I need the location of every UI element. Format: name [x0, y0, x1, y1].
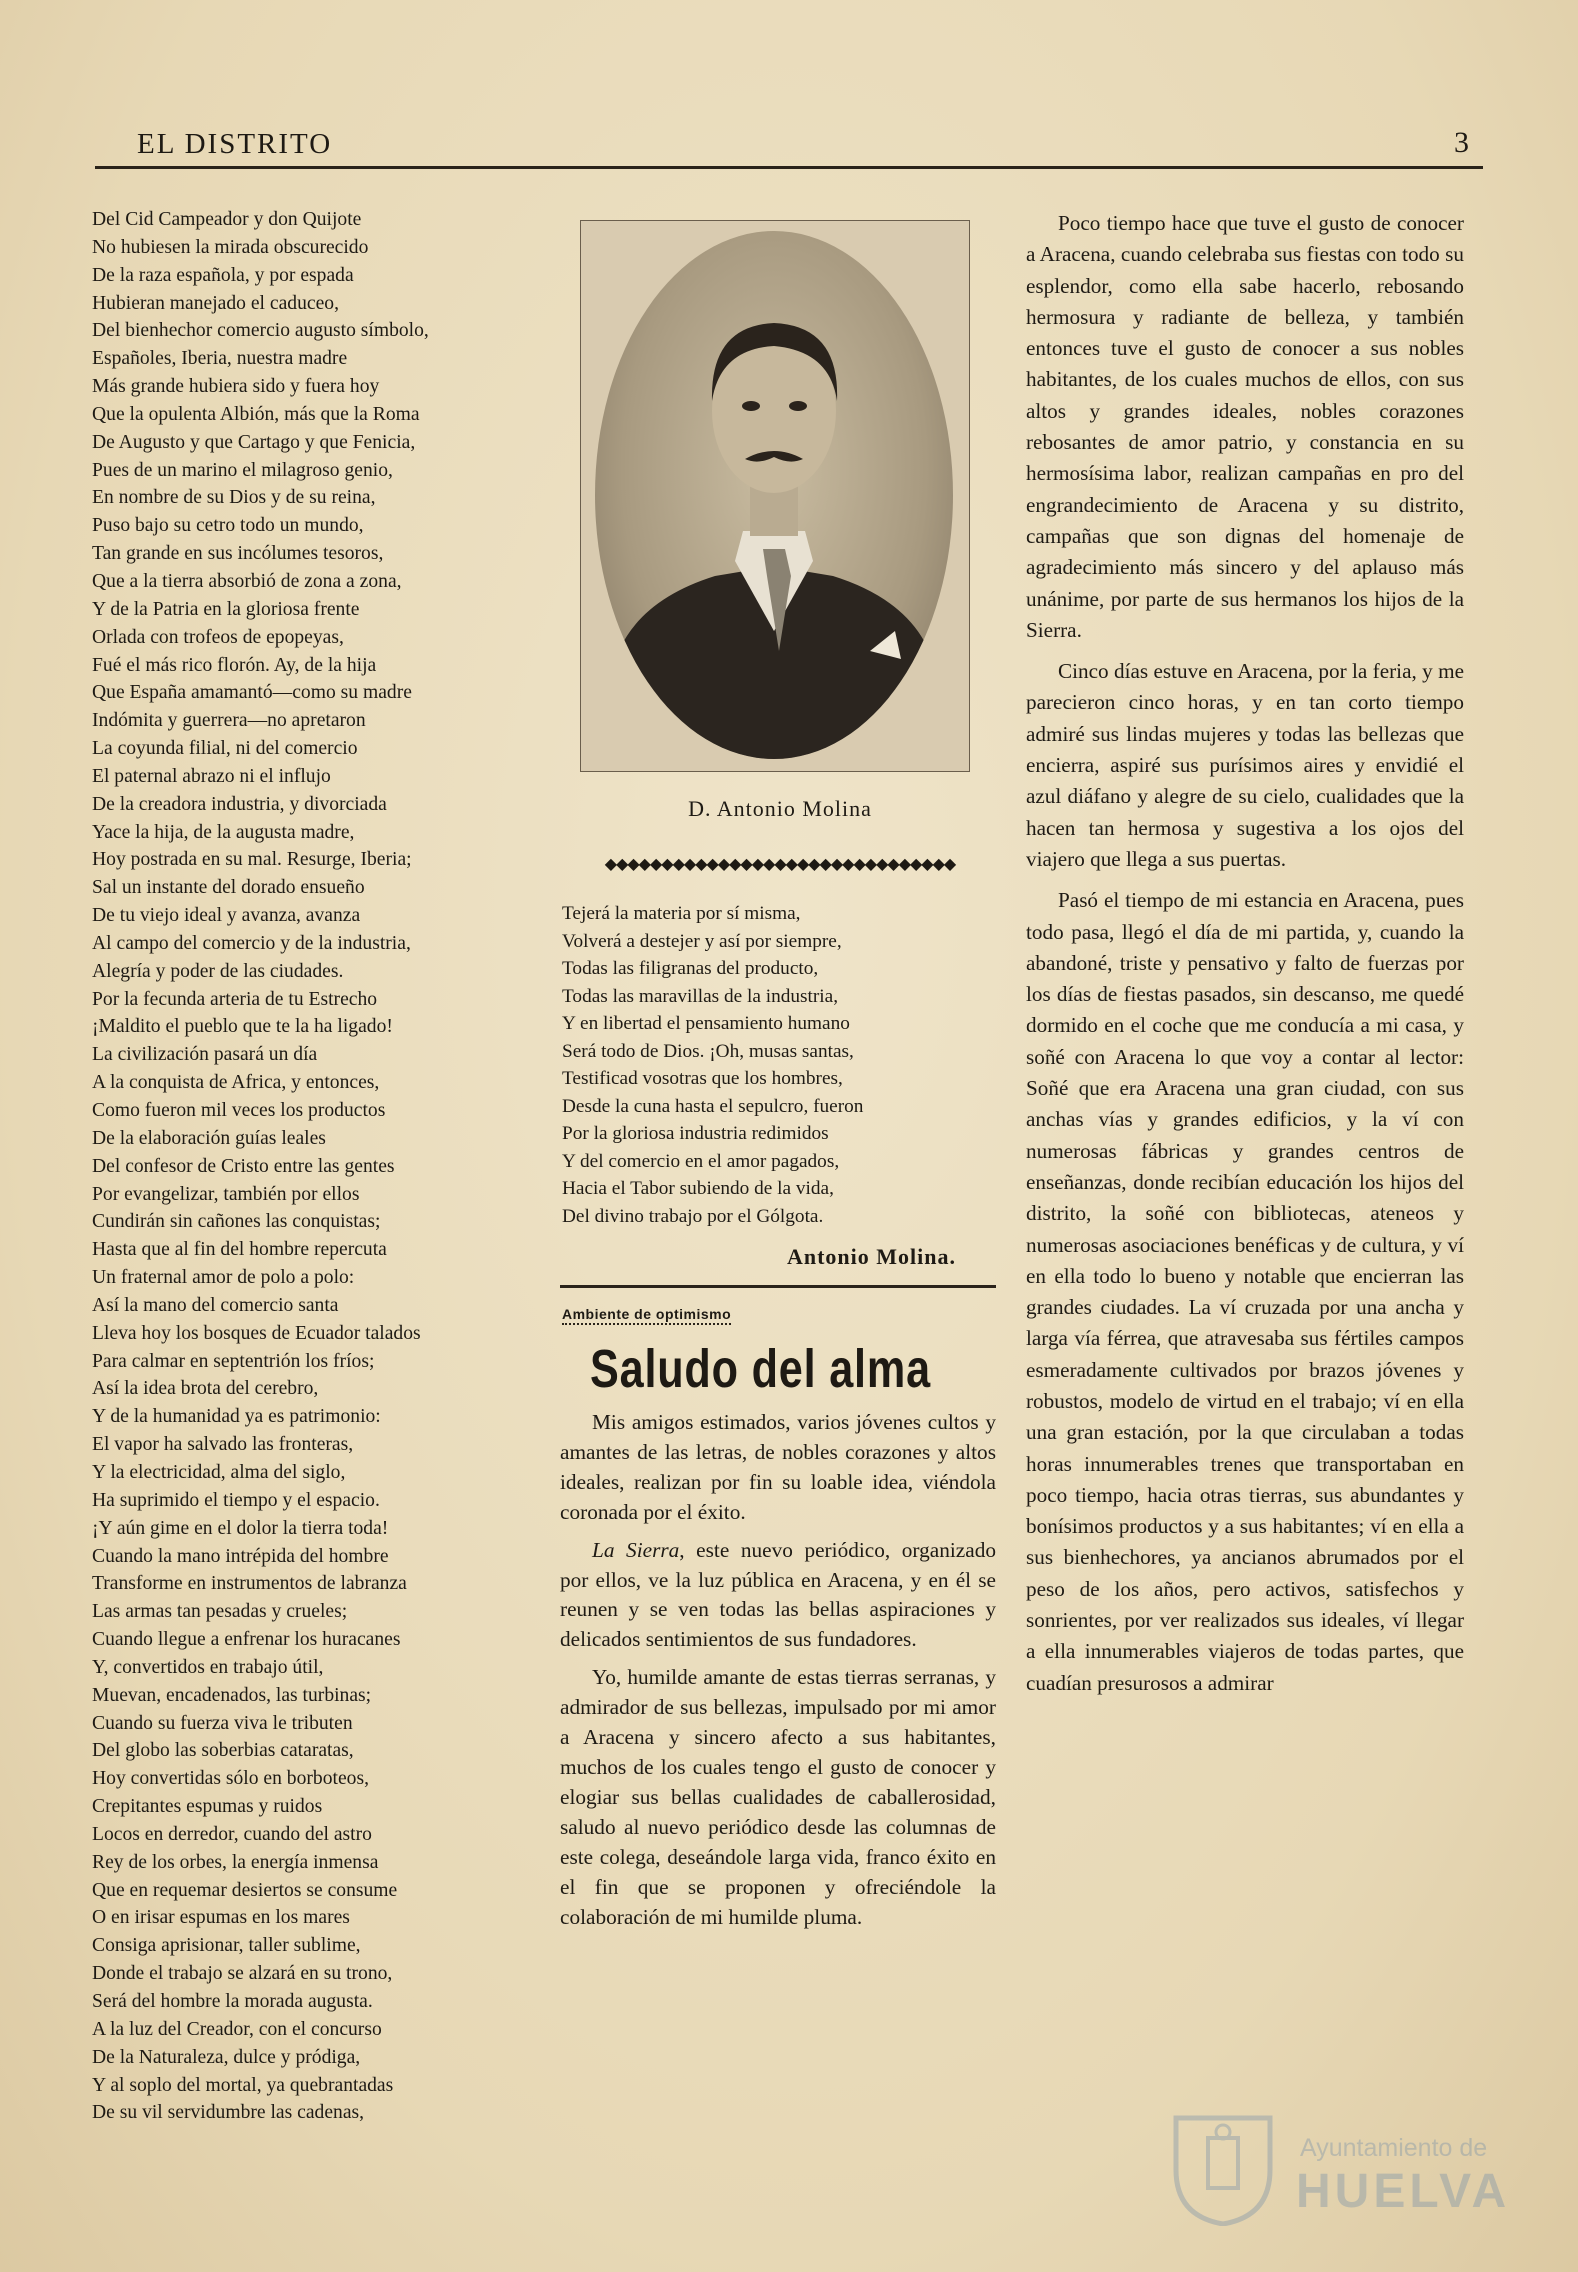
poem-line: La civilización pasará un día — [92, 1044, 318, 1066]
poem-line: A la luz del Creador, con el concurso — [92, 2018, 382, 2040]
portrait-oval — [595, 231, 953, 759]
poem-line: Muevan, encadenados, las turbinas; — [92, 1684, 372, 1706]
poem-line: Yace la hija, de la augusta madre, — [92, 821, 355, 843]
poem-line: Como fueron mil veces los productos — [92, 1100, 386, 1121]
coat-of-arms-icon — [1168, 2108, 1278, 2226]
poem-line: Hasta que al fin del hombre repercuta — [92, 1239, 387, 1261]
poem-line: Tan grande en sus incólumes tesoros, — [92, 543, 384, 565]
poem-line: De Augusto y que Cartago y que Fenicia, — [92, 431, 416, 453]
paragraph-text: , este nuevo periódico, organizado por ellos, ve la luz pública en Aracena, y en él se reunen y se ven todas las bellas aspiraciones y delicados sentimientos de sus fundadores. — [560, 1537, 996, 1652]
poem-line: Más grande hubiera sido y fuera hoy — [92, 376, 380, 398]
poem-line: Y de la Patria en la gloriosa frente — [92, 598, 360, 620]
poem-line: Hoy convertidas sólo en borboteos, — [92, 1768, 369, 1790]
poem-line: Hoy postrada en su mal. Resurge, Iberia; — [92, 849, 412, 871]
poem-line: Cuando la mano intrépida del hombre — [92, 1545, 389, 1567]
poem-line: Del globo las soberbias cataratas, — [92, 1740, 354, 1762]
poem-line: Que en requemar desiertos se consume — [92, 1879, 398, 1901]
poem-line: Crepitantes espumas y ruidos — [92, 1796, 323, 1818]
portrait-figure — [595, 231, 953, 759]
column-2-poem — [562, 900, 992, 1230]
poem-line: ¡Maldito el pueblo que te la ha ligado! — [92, 1016, 393, 1038]
poem-line: Transforme en instrumentos de labranza — [92, 1573, 407, 1595]
poem-line: A la conquista de Africa, y entonces, — [92, 1072, 380, 1094]
poem-line: ¡Y aún gime en el dolor la tierra toda! — [92, 1517, 389, 1539]
poem-line: Puso bajo su cetro todo un mundo, — [92, 515, 364, 537]
portrait-caption: D. Antonio Molina — [688, 796, 872, 821]
poem-line: Y al soplo del mortal, ya quebrantadas — [92, 2074, 394, 2096]
poem-line: Y del comercio en el amor pagados, — [562, 1150, 840, 1172]
column-1-poem — [92, 206, 532, 2127]
poem-line: Para calmar en septentrión los fríos; — [92, 1350, 375, 1372]
archive-watermark — [1168, 2108, 1511, 2226]
poem-line: Orlada con trofeos de epopeyas, — [92, 626, 344, 648]
poem-line: Locos en derredor, cuando del astro — [92, 1823, 372, 1845]
poem-line: Un fraternal amor de polo a polo: — [92, 1267, 355, 1289]
poem-line: Donde el trabajo se alzará en su trono, — [92, 1963, 393, 1985]
poem-line: Fué el más rico florón. Ay, de la hija — [92, 654, 377, 676]
poem-line: Hacia el Tabor subiendo de la vida, — [562, 1178, 834, 1199]
poem-line: Que la opulenta Albión, más que la Roma — [92, 403, 420, 425]
poem-line: Y la electricidad, alma del siglo, — [92, 1461, 346, 1483]
poem-line: Por la fecunda arteria de tu Estrecho — [92, 988, 378, 1010]
poem-line: Y de la humanidad ya es patrimonio: — [92, 1406, 381, 1428]
watermark-line-2: HUELVA — [1296, 2165, 1511, 2218]
poem-line: Que España amamantó—como su madre — [92, 682, 412, 704]
page-header — [95, 126, 1483, 169]
article-kicker: Ambiente de optimismo — [562, 1306, 731, 1325]
poem-line: Todas las filigranas del producto, — [562, 958, 819, 979]
article-paragraph: Cinco días estuve en Aracena, por la feria, y me parecieron cinco horas, y en tan corto tiempo admiré sus lindas mujeres y todas las bellezas que encierra, aspiré sus purísimos aires y envidié el azul diáfano y alegre de su cielo, cualidades que la hacen tan hermosa y sugestiva a los ojos del viajero que llega a sus puertas. — [1026, 659, 1464, 871]
poem-line: Así la mano del comercio santa — [92, 1294, 339, 1316]
poem-line: De la elaboración guías leales — [92, 1127, 326, 1149]
article-headline: Saludo del alma — [590, 1339, 931, 1399]
poem-line: Cuando llegue a enfrenar los huracanes — [92, 1629, 401, 1651]
poem-line: No hubiesen la mirada obscurecido — [92, 236, 369, 258]
poem-line: El paternal abrazo ni el influjo — [92, 765, 331, 787]
poem-line: Lleva hoy los bosques de Ecuador talados — [92, 1322, 421, 1344]
poem-line: Alegría y poder de las ciudades. — [92, 960, 344, 982]
poem-line: Al campo del comercio y de la industria, — [92, 932, 411, 954]
article-paragraph — [560, 1536, 996, 1656]
poem-line: Consiga aprisionar, taller sublime, — [92, 1935, 361, 1957]
ornamental-divider: ◆◆◆◆◆◆◆◆◆◆◆◆◆◆◆◆◆◆◆◆◆◆◆◆◆◆◆◆◆◆◆ — [604, 856, 956, 873]
poem-line: Cuando su fuerza viva le tributen — [92, 1712, 353, 1734]
poem-line: La coyunda filial, ni del comercio — [92, 738, 358, 760]
poem-line: Desde la cuna hasta el sepulcro, fueron — [562, 1095, 864, 1117]
poem-line: Todas las maravillas de la industria, — [562, 985, 839, 1007]
poem-line: Del Cid Campeador y don Quijote — [92, 209, 362, 230]
poem-line: Las armas tan pesadas y crueles; — [92, 1601, 348, 1623]
article-paragraph: Pasó el tiempo de mi estancia en Aracena, pues todo pasa, llegó el día de mi partida, y, cuando la abandoné, triste y pensativo y falto de fuerzas por los días de fiestas pasados, sin descanso, me quedé dormido en el coche que me conducía a mi casa, y soñé con Aracena lo que voy a contar al lector: Soñé que era Aracena una gran ciudad, con sus anchas vías y grandes edificios, y la ví con numerosas fábricas y grandes centros de enseñanzas, donde recibían educación los hijos del distrito, la soñé con bibliotecas, ateneos y numerosas asociaciones benéficas y de cultura, y ví en ella todo lo bueno y notable que encierran las grandes ciudades. La ví cruzada por una ancha y larga vía férrea, que atravesaba sus fértiles campos esmeradamente cultivados por brazos jóvenes y robustos, modelo de virtud en el trabajo; ví en ella una gran estación, por la que circulaban a todas horas innumerables trenes que transportaban en poco tiempo, hacia otras tierras, sus abundantes y bonísimos productos y a sus habitantes; ví en ella a sus bienhechores, ya ancianos abrumados por el peso de los años, pero activos, satisfechos y sonrientes, por ver realizados sus ideales, ví llegar a ella innumerables viajeros de todas partes, que cuadían presurosos a admirar — [1026, 888, 1464, 1695]
poem-line: De tu viejo ideal y avanza, avanza — [92, 905, 361, 927]
poem-line: Hubieran manejado el caduceo, — [92, 292, 339, 314]
poem-line: Del confesor de Cristo entre las gentes — [92, 1155, 395, 1177]
article-body — [560, 1408, 996, 1932]
poem-line: Será del hombre la morada augusta. — [92, 1991, 373, 2012]
poem-line: Españoles, Iberia, nuestra madre — [92, 348, 348, 370]
poem-line: Volverá a destejer y así por siempre, — [562, 930, 842, 952]
poem-line: Pues de un marino el milagroso genio, — [92, 459, 393, 481]
portrait-photo — [580, 220, 970, 772]
poem-line: El vapor ha salvado las fronteras, — [92, 1434, 354, 1456]
poem-line: Sal un instante del dorado ensueño — [92, 877, 365, 899]
poem-line: O en irisar espumas en los mares — [92, 1907, 350, 1929]
section-rule — [560, 1285, 996, 1288]
poem-line: Que a la tierra absorbió de zona a zona, — [92, 570, 402, 592]
publication-name: EL DISTRITO — [137, 128, 333, 160]
poem-line: Y en libertad el pensamiento humano — [562, 1013, 850, 1034]
poem-line: Rey de los orbes, la energía inmensa — [92, 1851, 379, 1873]
column-3-article — [1026, 208, 1464, 1699]
poem-line: Por la gloriosa industria redimidos — [562, 1123, 829, 1144]
poem-signature: Antonio Molina. — [786, 1244, 956, 1269]
poem-line: Y, convertidos en trabajo útil, — [92, 1656, 324, 1678]
poem-line: Ha suprimido el tiempo y el espacio. — [92, 1489, 380, 1511]
article-paragraph: Yo, humilde amante de estas tierras serranas, y admirador de sus bellezas, impulsado por mi amor a Aracena y sincero afecto a sus habitantes, muchos de los cuales tengo el gusto de conocer y elogiar sus bellas cualidades de caballerosidad, saludo al nuevo periódico desde las columnas de este colega, deseándole larga vida, franco éxito en el fin que se proponen y ofreciéndole la colaboración de mi humilde pluma. — [560, 1665, 996, 1929]
poem-line: Del divino trabajo por el Gólgota. — [562, 1205, 824, 1227]
poem-line: Del bienhechor comercio augusto símbolo, — [92, 320, 429, 342]
newspaper-title: La Sierra — [592, 1537, 680, 1562]
page-number: 3 — [1454, 126, 1469, 159]
poem-line: De su vil servidumbre las cadenas, — [92, 2102, 365, 2124]
article-paragraph: Mis amigos estimados, varios jóvenes cultos y amantes de las letras, de nobles corazones y altos ideales, realizan por fin su loable idea, viéndola coronada por el éxito. — [560, 1410, 996, 1524]
poem-line: De la creadora industria, y divorciada — [92, 793, 387, 815]
poem-line: Será todo de Dios. ¡Oh, musas santas, — [562, 1040, 854, 1062]
poem-line: De la raza española, y por espada — [92, 264, 354, 286]
poem-line: En nombre de su Dios y de su reina, — [92, 487, 376, 509]
poem-line: Indómita y guerrera—no apretaron — [92, 710, 366, 732]
poem-line: Tejerá la materia por sí misma, — [562, 903, 801, 924]
watermark-line-1: Ayuntamiento de — [1300, 2134, 1488, 2162]
poem-line: Cundirán sin cañones las conquistas; — [92, 1211, 381, 1233]
poem-line: De la Naturaleza, dulce y pródiga, — [92, 2046, 361, 2068]
poem-line: Testificad vosotras que los hombres, — [562, 1068, 843, 1089]
poem-line: Así la idea brota del cerebro, — [92, 1378, 319, 1400]
poem-line: Por evangelizar, también por ellos — [92, 1183, 360, 1205]
article-paragraph: Poco tiempo hace que tuve el gusto de conocer a Aracena, cuando celebraba sus fiestas con todo su esplendor, como ella sabe hacerlo, rebosando hermosura y radiante de belleza, y también entonces tuve el gusto de conocer a sus nobles habitantes, de los cuales muchos de ellos, con sus altos y grandes ideales, nobles corazones rebosantes de amor patrio, y constancia en su hermosísima labor, realizan campañas en pro del engrandecimiento de Aracena y su distrito, campañas que son dignas del homenaje de agradecimiento más sincero y del aplauso más unánime, por parte de sus hermanos los hijos de la Sierra. — [1026, 211, 1464, 642]
